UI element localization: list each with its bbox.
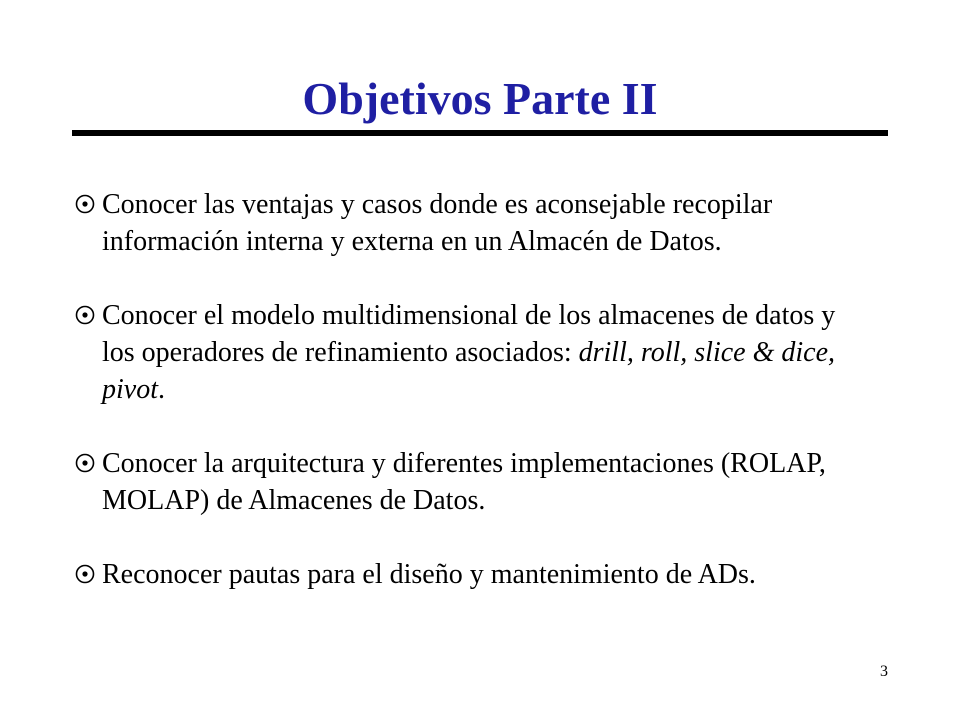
list-item xyxy=(72,186,872,260)
list-item-text-end: . xyxy=(158,374,165,405)
list-item xyxy=(72,445,872,519)
list-item-operators: drill, roll, slice & dice, pivot xyxy=(102,337,835,405)
list-item xyxy=(72,556,872,593)
list-item-text: Conocer la arquitectura y diferentes implementaciones (ROLAP, MOLAP) de Almacenes de Datos. xyxy=(102,448,826,516)
list-item xyxy=(72,297,872,408)
objectives-list xyxy=(72,186,872,593)
list-item-text: Conocer las ventajas y casos donde es aconsejable recopilar información interna y externa en un Almacén de Datos. xyxy=(102,189,773,257)
page-number: 3 xyxy=(880,663,888,680)
circled-dot-icon xyxy=(74,452,96,474)
circled-dot-icon xyxy=(74,563,96,585)
slide-title: Objetivos Parte II xyxy=(302,73,658,124)
title-divider xyxy=(72,130,888,136)
list-item-text: Conocer el modelo multidimensional de los almacenes de datos y los operadores de refinamiento asociados: xyxy=(102,300,836,368)
circled-dot-icon xyxy=(74,304,96,326)
circled-dot-icon xyxy=(74,193,96,215)
list-item-text: Reconocer pautas para el diseño y mantenimiento de ADs. xyxy=(102,559,756,590)
